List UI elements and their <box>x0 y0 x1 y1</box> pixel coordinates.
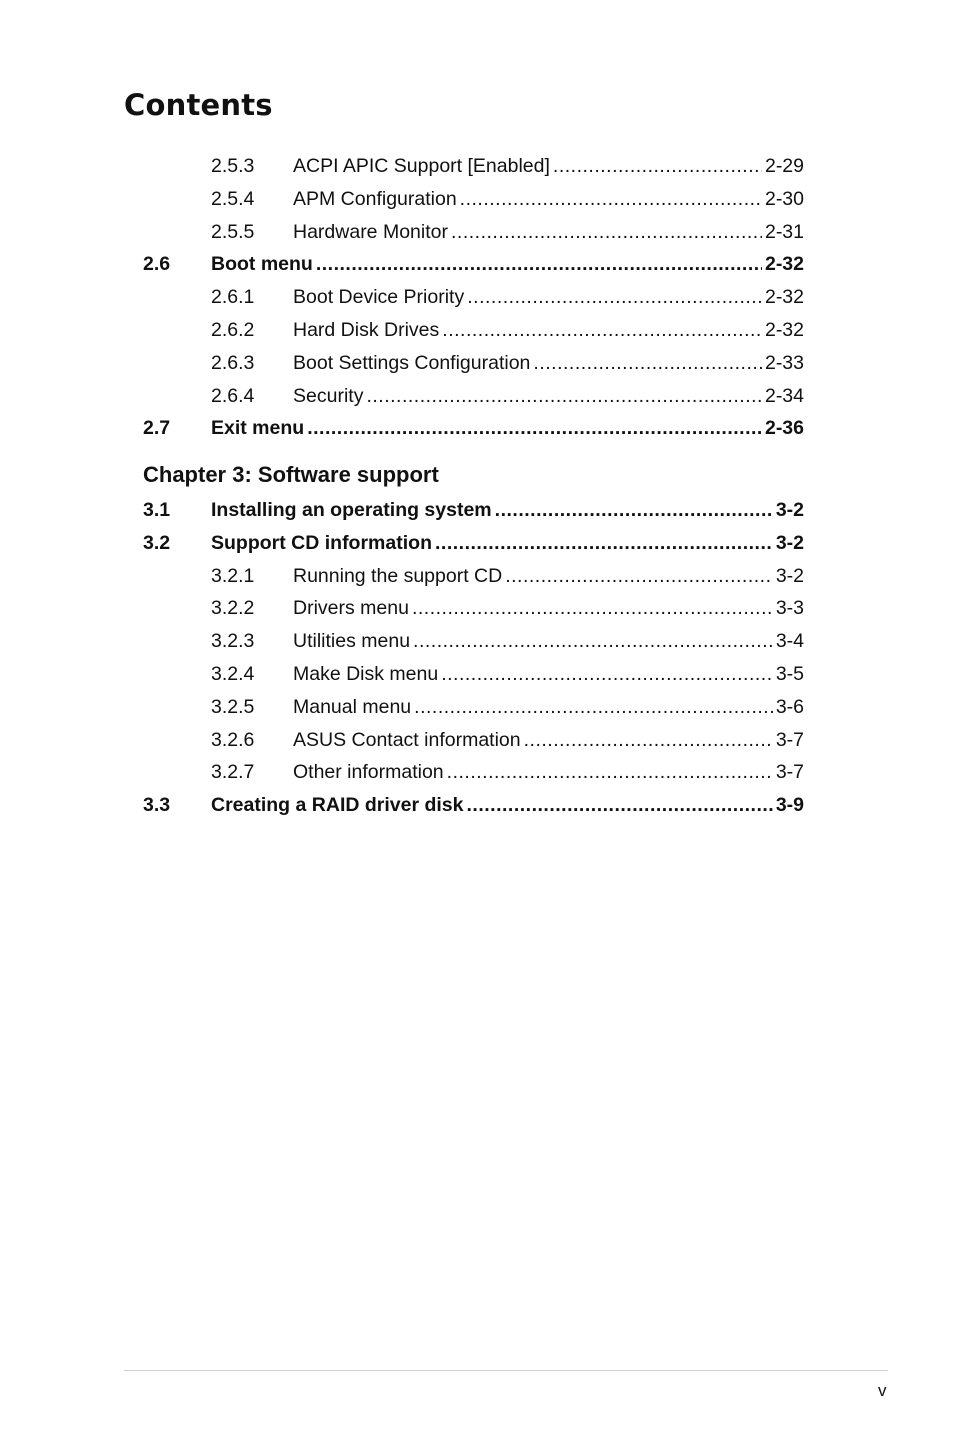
dot-leader <box>451 219 762 245</box>
toc-entry-line <box>293 759 804 785</box>
toc-entry[interactable] <box>143 153 804 179</box>
toc-entry-page: 3-2 <box>775 531 804 554</box>
toc-entry-number: 3.2.4 <box>211 663 255 685</box>
toc-entry-number: 2.7 <box>143 417 171 440</box>
toc-entry-page: 3-7 <box>775 761 804 784</box>
toc-entry[interactable] <box>143 563 804 589</box>
toc-entry-line <box>211 415 804 441</box>
toc-entry[interactable] <box>143 383 804 409</box>
toc-entry[interactable] <box>143 727 804 753</box>
toc-entry-line <box>211 497 804 523</box>
toc-entry-title: Exit menu <box>211 417 305 440</box>
toc-entry-line <box>293 284 804 310</box>
toc-entry-number: 2.5.3 <box>211 155 255 177</box>
toc-entry-title: Boot menu <box>211 253 313 276</box>
toc-entry-number: 3.2 <box>143 531 171 554</box>
dot-leader <box>412 595 773 621</box>
toc-entry-number: 3.2.6 <box>211 728 255 751</box>
toc-entry[interactable] <box>143 317 804 343</box>
dot-leader <box>447 759 773 785</box>
toc-entry-line <box>293 595 804 621</box>
toc-entry-title: Running the support CD <box>293 564 503 587</box>
dot-leader <box>316 251 762 277</box>
toc-entry-number: 3.2.3 <box>211 630 255 653</box>
toc-entry-page: 2-36 <box>764 417 804 440</box>
toc-entry[interactable] <box>143 792 804 818</box>
toc-entry-title: Boot Device Priority <box>293 286 465 309</box>
toc-entry-number: 3.1 <box>143 499 171 521</box>
toc-entry-number: 2.6.2 <box>211 319 255 341</box>
toc-entry-line <box>211 530 804 556</box>
toc-entry-title: Installing an operating system <box>211 499 492 521</box>
dot-leader <box>467 284 762 310</box>
toc-entry-title: ACPI APIC Support [Enabled] <box>293 155 550 177</box>
footer-divider <box>124 1370 888 1371</box>
dot-leader <box>505 563 773 589</box>
toc-entry-title: Boot Settings Configuration <box>293 351 531 374</box>
toc-entry-title: Utilities menu <box>293 630 411 653</box>
toc-entry[interactable] <box>143 694 804 720</box>
toc-entry-number: 3.2.5 <box>211 695 255 718</box>
toc-entry-title: Drivers menu <box>293 597 409 620</box>
dot-leader <box>366 383 762 409</box>
toc-entry-number: 2.6.1 <box>211 286 255 309</box>
dot-leader <box>307 415 762 441</box>
toc-entry-line <box>293 628 804 654</box>
toc-entry[interactable] <box>143 186 804 212</box>
dot-leader <box>524 727 773 753</box>
toc-entry-line <box>293 694 804 720</box>
toc-entry-line <box>293 661 804 687</box>
toc-entry-number: 2.5.5 <box>211 220 255 243</box>
toc-entry[interactable] <box>143 415 804 441</box>
toc-entry-page: 3-9 <box>775 794 804 817</box>
dot-leader <box>495 497 773 523</box>
toc-entry-title: Support CD information <box>211 531 432 554</box>
toc-entry[interactable] <box>143 251 804 277</box>
toc-entry-page: 3-3 <box>775 597 804 620</box>
toc-entry-title: ASUS Contact information <box>293 728 521 751</box>
dot-leader <box>441 661 773 687</box>
toc-entry-page: 2-30 <box>764 187 804 210</box>
dot-leader <box>414 694 773 720</box>
dot-leader <box>413 628 773 654</box>
toc-entry-line <box>293 317 804 343</box>
toc-entry-number: 3.3 <box>143 794 171 817</box>
toc-entry[interactable] <box>143 595 804 621</box>
dot-leader <box>553 153 762 179</box>
toc-entry-page: 3-2 <box>775 564 804 587</box>
toc-entry-number: 2.6 <box>143 253 171 276</box>
toc-entry-number: 3.2.7 <box>211 761 255 784</box>
chapter-heading: Chapter 3: Software support <box>143 462 439 487</box>
toc-entry-number: 3.2.2 <box>211 597 255 620</box>
dot-leader <box>467 792 773 818</box>
toc-entry[interactable] <box>143 497 804 523</box>
toc-entry[interactable] <box>143 219 804 245</box>
toc-entry-page: 3-2 <box>775 499 804 521</box>
toc-entry-page: 3-7 <box>775 728 804 751</box>
toc-entry-title: Hardware Monitor <box>293 220 448 243</box>
toc-entry-title: Creating a RAID driver disk <box>211 794 464 817</box>
toc-entry-page: 3-4 <box>775 630 804 653</box>
toc-entry[interactable] <box>143 661 804 687</box>
toc-entry[interactable] <box>143 284 804 310</box>
toc-entry-line <box>211 792 804 818</box>
toc-entry-line <box>211 251 804 277</box>
toc-entry[interactable] <box>143 759 804 785</box>
toc-entry-title: Manual menu <box>293 695 412 718</box>
toc-entry-line <box>293 219 804 245</box>
toc-entry-line <box>293 350 804 376</box>
toc-entry-line <box>293 153 804 179</box>
toc-entry-line <box>293 563 804 589</box>
dot-leader <box>442 317 762 343</box>
toc-entry-page: 2-34 <box>764 384 804 407</box>
toc-entry-page: 2-32 <box>764 253 804 276</box>
toc-entry-page: 2-32 <box>764 319 804 341</box>
toc-entry-page: 3-5 <box>775 663 804 685</box>
toc-entry[interactable] <box>143 530 804 556</box>
toc-entry[interactable] <box>143 628 804 654</box>
dot-leader <box>533 350 762 376</box>
toc-entry-page: 3-6 <box>775 695 804 718</box>
toc-entry-title: Make Disk menu <box>293 663 439 685</box>
toc-entry-page: 2-32 <box>764 286 804 309</box>
toc-entry-title: APM Configuration <box>293 187 457 210</box>
toc-entry-number: 2.6.4 <box>211 384 255 407</box>
toc-entry-page: 2-33 <box>764 351 804 374</box>
toc-entry-page: 2-31 <box>764 220 804 243</box>
dot-leader <box>435 530 773 556</box>
toc-entry-line <box>293 727 804 753</box>
toc-entry-number: 2.5.4 <box>211 187 255 210</box>
toc-entry-title: Security <box>293 384 364 407</box>
toc-entry-title: Hard Disk Drives <box>293 319 440 341</box>
toc-entry-line <box>293 186 804 212</box>
toc-entry-page: 2-29 <box>764 155 804 177</box>
footer-page-number: v <box>878 1381 887 1400</box>
toc-entry-line <box>293 383 804 409</box>
toc-entry-number: 2.6.3 <box>211 351 255 374</box>
dot-leader <box>460 186 762 212</box>
toc-entry[interactable] <box>143 350 804 376</box>
page-title: Contents <box>124 88 273 122</box>
toc-entry-number: 3.2.1 <box>211 564 255 587</box>
toc-entry-title: Other information <box>293 761 444 784</box>
